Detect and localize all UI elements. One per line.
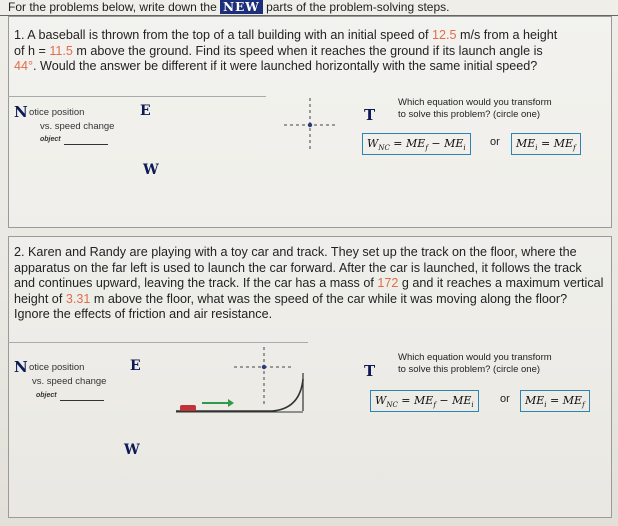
height-value: 11.5 bbox=[49, 43, 73, 58]
object-label-2: object bbox=[36, 392, 57, 399]
object-label: object bbox=[40, 136, 61, 143]
header-text: For the problems below, write down the bbox=[8, 0, 217, 14]
notice-position-label: otice position bbox=[29, 107, 85, 118]
or-label-2: or bbox=[500, 393, 510, 405]
problem-2-underline bbox=[8, 342, 308, 343]
conservation-equation-option-2[interactable]: $ME_i = ME_f$ bbox=[520, 390, 590, 412]
object-blank-2 bbox=[60, 400, 104, 401]
max-height-value: 3.31 bbox=[65, 291, 91, 306]
header-text-end: parts of the problem-solving steps. bbox=[266, 0, 450, 14]
vs-speed-label-2: vs. speed change bbox=[32, 376, 107, 387]
car-track-diagram bbox=[172, 345, 322, 417]
axis-diagram-1 bbox=[278, 96, 338, 156]
transform-t-letter: T bbox=[364, 106, 375, 124]
work-energy-equation-option-2[interactable]: $W_{NC} = ME_f - ME_i$ bbox=[370, 390, 479, 412]
work-w-letter-2: W bbox=[124, 442, 140, 458]
notice-position-label-2: otice position bbox=[29, 362, 85, 373]
speed-value: 12.5 bbox=[431, 28, 457, 42]
toy-car bbox=[180, 405, 196, 411]
work-energy-equation-option[interactable]: $W_{NC} = ME_f - ME_i$ bbox=[362, 133, 471, 155]
equation-question: Which equation would you transform to solve this problem? (circle one) bbox=[398, 97, 552, 120]
work-w-letter: W bbox=[143, 162, 159, 178]
mass-value: 172 bbox=[377, 276, 399, 291]
new-logo: NEW bbox=[220, 0, 263, 14]
instructions-header bbox=[8, 0, 449, 14]
equation-question-2: Which equation would you transform to solve this problem? (circle one) bbox=[398, 352, 552, 375]
conservation-equation-option[interactable]: $ME_i = ME_f$ bbox=[511, 133, 581, 155]
energy-e-letter-2: E bbox=[130, 358, 141, 374]
notice-n-letter-2: N bbox=[14, 358, 28, 376]
energy-e-letter: E bbox=[140, 103, 151, 119]
problem-2-text: 2. Karen and Randy are playing with a toy car and track. They set up the track on the floor, where the apparatus on the far left is used to launch the car forward. After the car is launched, it follows the track and continues upward, leaving the track. If the car has a mass of 172 g and it reaches a maximum vertical height of 3.31 m above the floor, what was the speed of the car while it was moving along the floor? Ignore the effects of friction and air resistance. bbox=[14, 245, 604, 322]
object-blank bbox=[64, 144, 108, 145]
vs-speed-label: vs. speed change bbox=[40, 121, 115, 132]
problem-1-underline bbox=[8, 96, 266, 97]
transform-t-letter-2: T bbox=[364, 362, 375, 380]
problem-1-text: 1. A baseball is thrown from the top of a tall building with an initial speed of 12.5 m/s from a height of h = 11.5 m above the ground. Find its speed when it reaches the ground if its launch angle is 44°. Would the answer be different if it were launched horizontally with the same initial speed? bbox=[14, 28, 558, 74]
angle-value: 44° bbox=[14, 59, 34, 74]
or-label: or bbox=[490, 136, 500, 148]
notice-n-letter: N bbox=[14, 103, 28, 121]
